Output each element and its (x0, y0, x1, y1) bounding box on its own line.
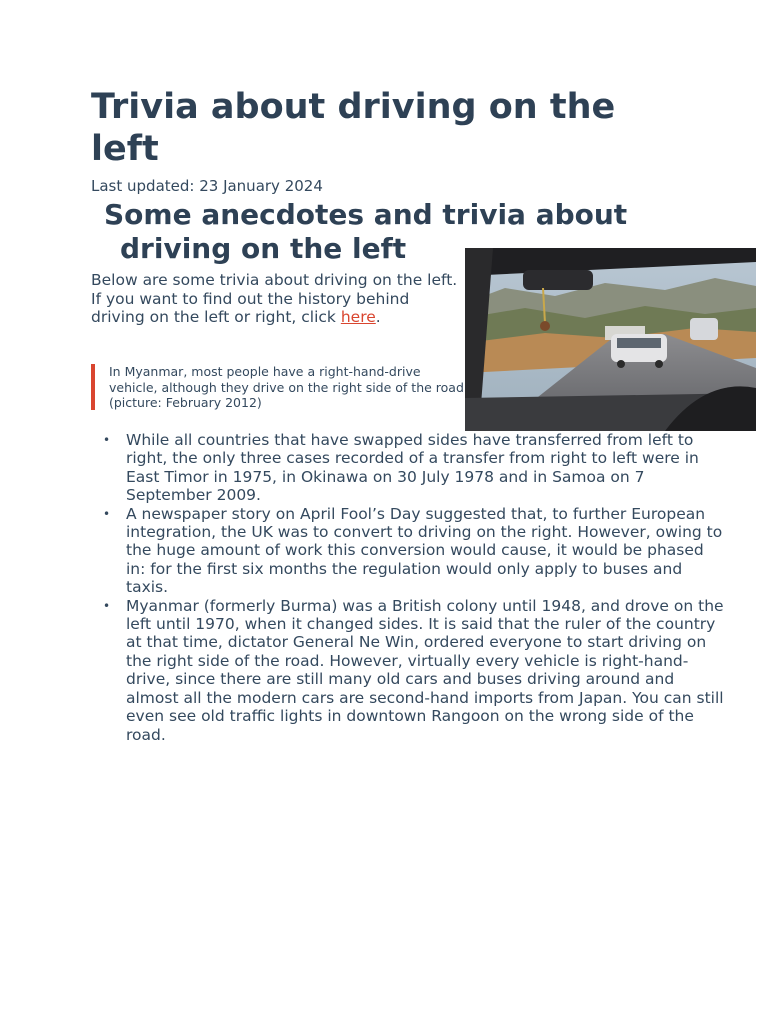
history-link[interactable]: here (340, 308, 376, 326)
section-heading-line2: driving on the left (120, 232, 407, 265)
intro-end: . (375, 308, 381, 326)
bullet-icon: • (103, 506, 111, 521)
page-title: Trivia about driving on the left (91, 87, 616, 169)
bullet-icon: • (103, 598, 111, 613)
photo-illustration (465, 248, 756, 431)
article-header (91, 86, 691, 266)
list-item (103, 431, 726, 505)
intro-paragraph (91, 271, 461, 327)
last-updated: Last updated: 23 January 2024 (91, 177, 323, 195)
section-heading-line1: Some anecdotes and trivia about (104, 198, 628, 231)
list-item (103, 504, 726, 597)
intro-text: Below are some trivia about driving on the left. If you want to find out the history behind driving on the left or right, click (91, 271, 458, 326)
list-item (103, 596, 726, 744)
trivia-text: A newspaper story on April Fool’s Day suggested that, to further European integration, the UK was to convert to driving on the right. However, owing to the huge amount of work this conversion would cause, it would be phased in: for the first six months the regulation would only apply to buses and taxis. (126, 504, 723, 597)
image-caption: In Myanmar, most people have a right-hand-drive vehicle, although they drive on the right side of the road (picture: February 2012) (91, 364, 464, 410)
trivia-text: Myanmar (formerly Burma) was a British colony until 1948, and drove on the left until 1970, when it changed sides. It is said that the ruler of the country at that time, dictator General Ne Win, ordered everyone to start driving on the right side of the road. However, virtually every vehicle is right-hand-drive, since there are still many old cars and buses driving around and almost all the modern cars are second-hand imports from Japan. You can still even see old traffic lights in downtown Rangoon on the wrong side of the road. (126, 596, 724, 744)
bullet-icon: • (103, 433, 111, 447)
trivia-text: While all countries that have swapped sides have transferred from left to right, the only three cases recorded of a transfer from right to left were in East Timor in 1975, in Okinawa on 30 July 1978 and in Samoa on 7 September 2009. (126, 431, 699, 505)
trivia-list (91, 431, 726, 744)
myanmar-road-photo (465, 248, 756, 431)
